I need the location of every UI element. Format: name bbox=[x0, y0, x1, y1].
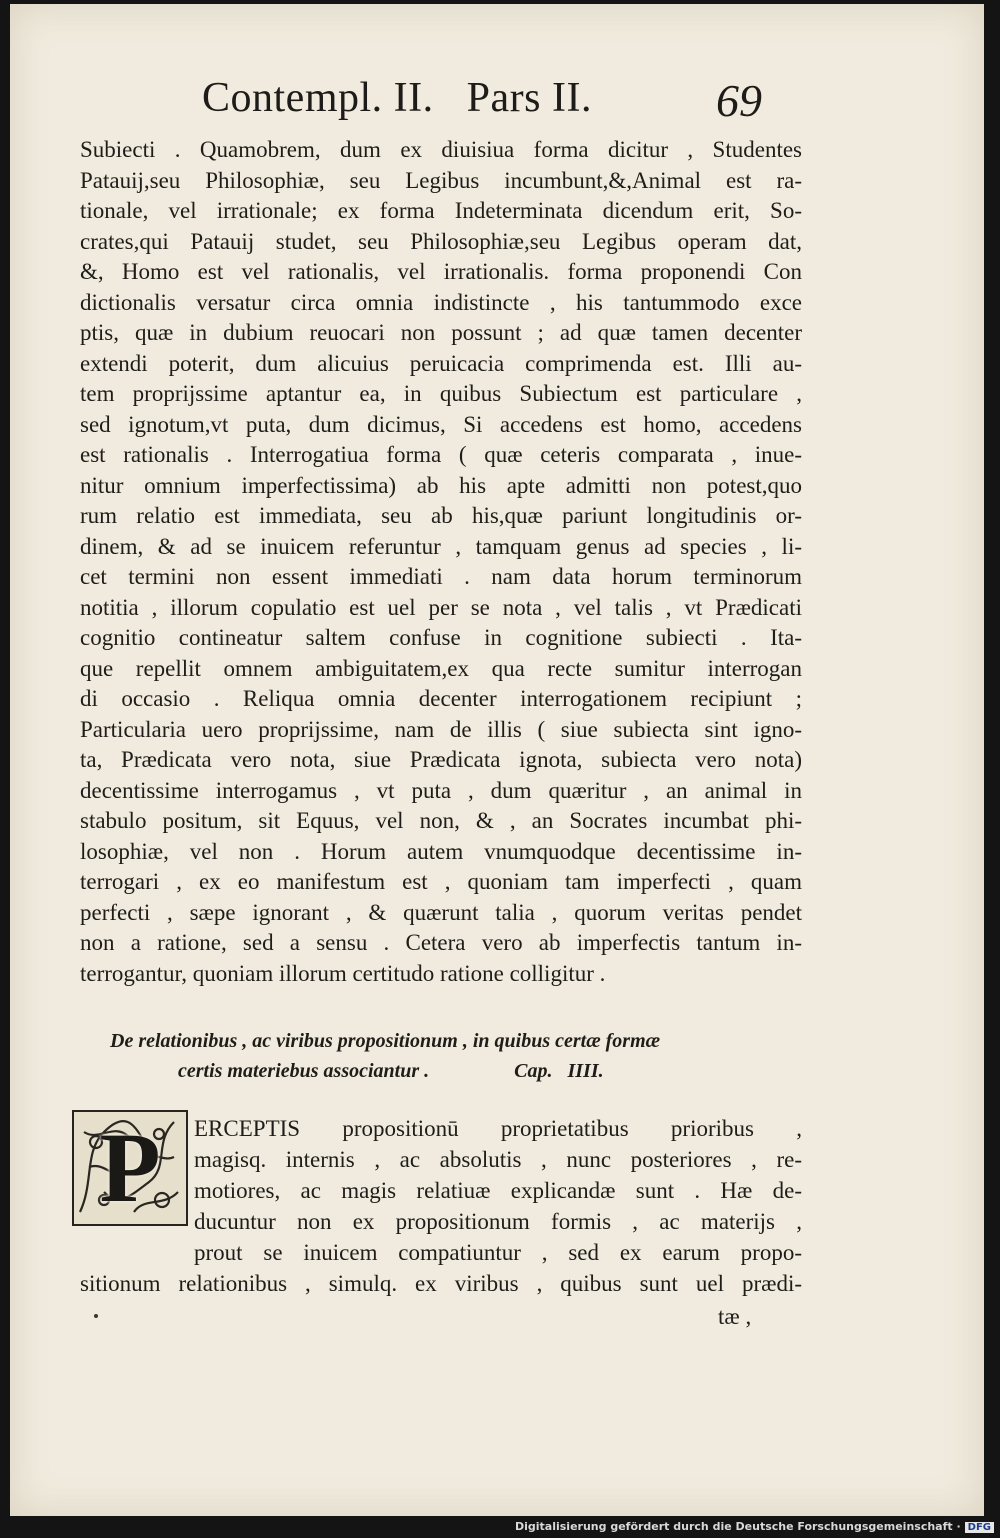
text-line: rum relatio est immediata, seu ab his,quæ pariunt longitudinis or- bbox=[80, 503, 802, 528]
text-line: ptis, quæ in dubium reuocari non possunt ; ad quæ tamen decenter bbox=[80, 320, 802, 345]
text-line: Subiecti . Quamobrem, dum ex diuisiua forma dicitur , Studentes bbox=[80, 137, 802, 162]
text-line: motiores, ac magis relatiuæ explicandæ sunt . Hæ de- bbox=[194, 1178, 802, 1203]
text-line: notitia , illorum copulatio est uel per se nota , vel talis , vt Prædicati bbox=[80, 594, 802, 620]
text-line: Patauij,seu Philosophiæ, seu Legibus incumbunt,&,Animal est ra- bbox=[80, 167, 802, 193]
text-line: prout se inuicem compatiuntur , sed ex earum propo- bbox=[194, 1240, 802, 1265]
credit-text: Digitalisierung gefördert durch die Deutsche Forschungsgemeinschaft · bbox=[514, 1520, 961, 1533]
initial-letter: P bbox=[99, 1112, 161, 1223]
text-line: cognitio contineatur saltem confuse in cognitione subiecti . Ita- bbox=[80, 625, 802, 650]
chapter-number: Cap. IIII. bbox=[514, 1060, 604, 1082]
text-line: extendi poterit, dum alicuius peruicacia comprimenda est. Illi au- bbox=[80, 350, 802, 376]
text-line: sed ignotum,vt puta, dum dicimus, Si accedens est homo, accedens bbox=[80, 411, 802, 437]
text-line: dictionalis versatur circa omnia indistincte , his tantummodo exce bbox=[80, 289, 802, 315]
text-line: terrogari , ex eo manifestum est , quoniam tam imperfecti , quam bbox=[80, 869, 802, 894]
text-line: sitionum relationibus , simulq. ex viribus , quibus sunt uel prædi- bbox=[80, 1271, 802, 1296]
text-line: ta, Prædicata vero nota, siue Prædicata ignota, subiecta vero nota) bbox=[80, 747, 802, 772]
text-line: ducuntur non ex propositionum formis , ac materijs , bbox=[194, 1209, 802, 1234]
dfg-logo-icon: DFG bbox=[965, 1522, 994, 1533]
text-line: nitur omnium imperfectissima) ab his apte admitti non potest,quo bbox=[80, 472, 802, 498]
text-line: dinem, & ad se inuicem referuntur , tamquam genus ad species , li- bbox=[80, 533, 802, 559]
text-line: cet termini non essent immediati . nam data horum terminorum bbox=[80, 564, 802, 589]
paragraph-indented bbox=[194, 1113, 802, 1268]
text-line: ERCEPTIS propositionū proprietatibus prioribus , bbox=[194, 1116, 802, 1141]
decorated-initial bbox=[72, 1110, 188, 1226]
page-header bbox=[10, 74, 984, 134]
text-line: di occasio . Reliqua omnia decenter interrogationem recipiunt ; bbox=[80, 686, 802, 711]
text-line: non a ratione, sed a sensu . Cetera vero ab imperfectis tantum in- bbox=[80, 930, 802, 955]
paragraph-full bbox=[80, 1268, 802, 1299]
book-page bbox=[10, 4, 984, 1516]
chapter-title-line-2 bbox=[110, 1056, 750, 1086]
chapter-heading bbox=[110, 1026, 750, 1086]
text-line: Particularia uero proprijssime, nam de illis ( siue subiecta sint igno- bbox=[80, 716, 802, 742]
text-line: tionale, vel irrationale; ex forma Indeterminata dicendum erit, So- bbox=[80, 198, 802, 223]
text-line: est rationalis . Interrogatiua forma ( quæ ceteris comparata , inue- bbox=[80, 442, 802, 467]
text-line: &, Homo est vel rationalis, vel irrationalis. forma proponendi Con bbox=[80, 259, 802, 284]
chapter-title-line-2-text: certis materiebus associantur . bbox=[178, 1060, 430, 1082]
text-line: terrogantur, quoniam illorum certitudo ratione colligitur . bbox=[80, 960, 606, 986]
digitization-credit bbox=[515, 1520, 994, 1533]
ink-dot bbox=[94, 1314, 98, 1318]
page-number: 69 bbox=[716, 75, 762, 126]
text-line: que repellit omnem ambiguitatem,ex qua recte sumitur interrogan bbox=[80, 655, 802, 681]
body-text bbox=[80, 135, 802, 989]
text-line: magisq. internis , ac absolutis , nunc posteriores , re- bbox=[194, 1147, 802, 1172]
text-line: decentissime interrogamus , vt puta , dum quæritur , an animal in bbox=[80, 777, 802, 803]
text-line: losophiæ, vel non . Horum autem vnumquodque decentissime in- bbox=[80, 838, 802, 864]
catchword: tæ , bbox=[718, 1304, 752, 1329]
running-title: Contempl. II. Pars II. bbox=[202, 75, 592, 121]
text-line: crates,qui Patauij studet, seu Philosophiæ,seu Legibus operam dat, bbox=[80, 228, 802, 254]
text-line: perfecti , sæpe ignorant , & quærunt talia , quorum veritas pendet bbox=[80, 899, 802, 925]
text-line: stabulo positum, sit Equus, vel non, & , an Socrates incumbat phi- bbox=[80, 808, 802, 833]
text-line: tem proprijssime aptantur ea, in quibus Subiectum est particulare , bbox=[80, 381, 802, 406]
chapter-title-line-1: De relationibus , ac viribus propositionum , in quibus certæ formæ bbox=[110, 1030, 661, 1052]
